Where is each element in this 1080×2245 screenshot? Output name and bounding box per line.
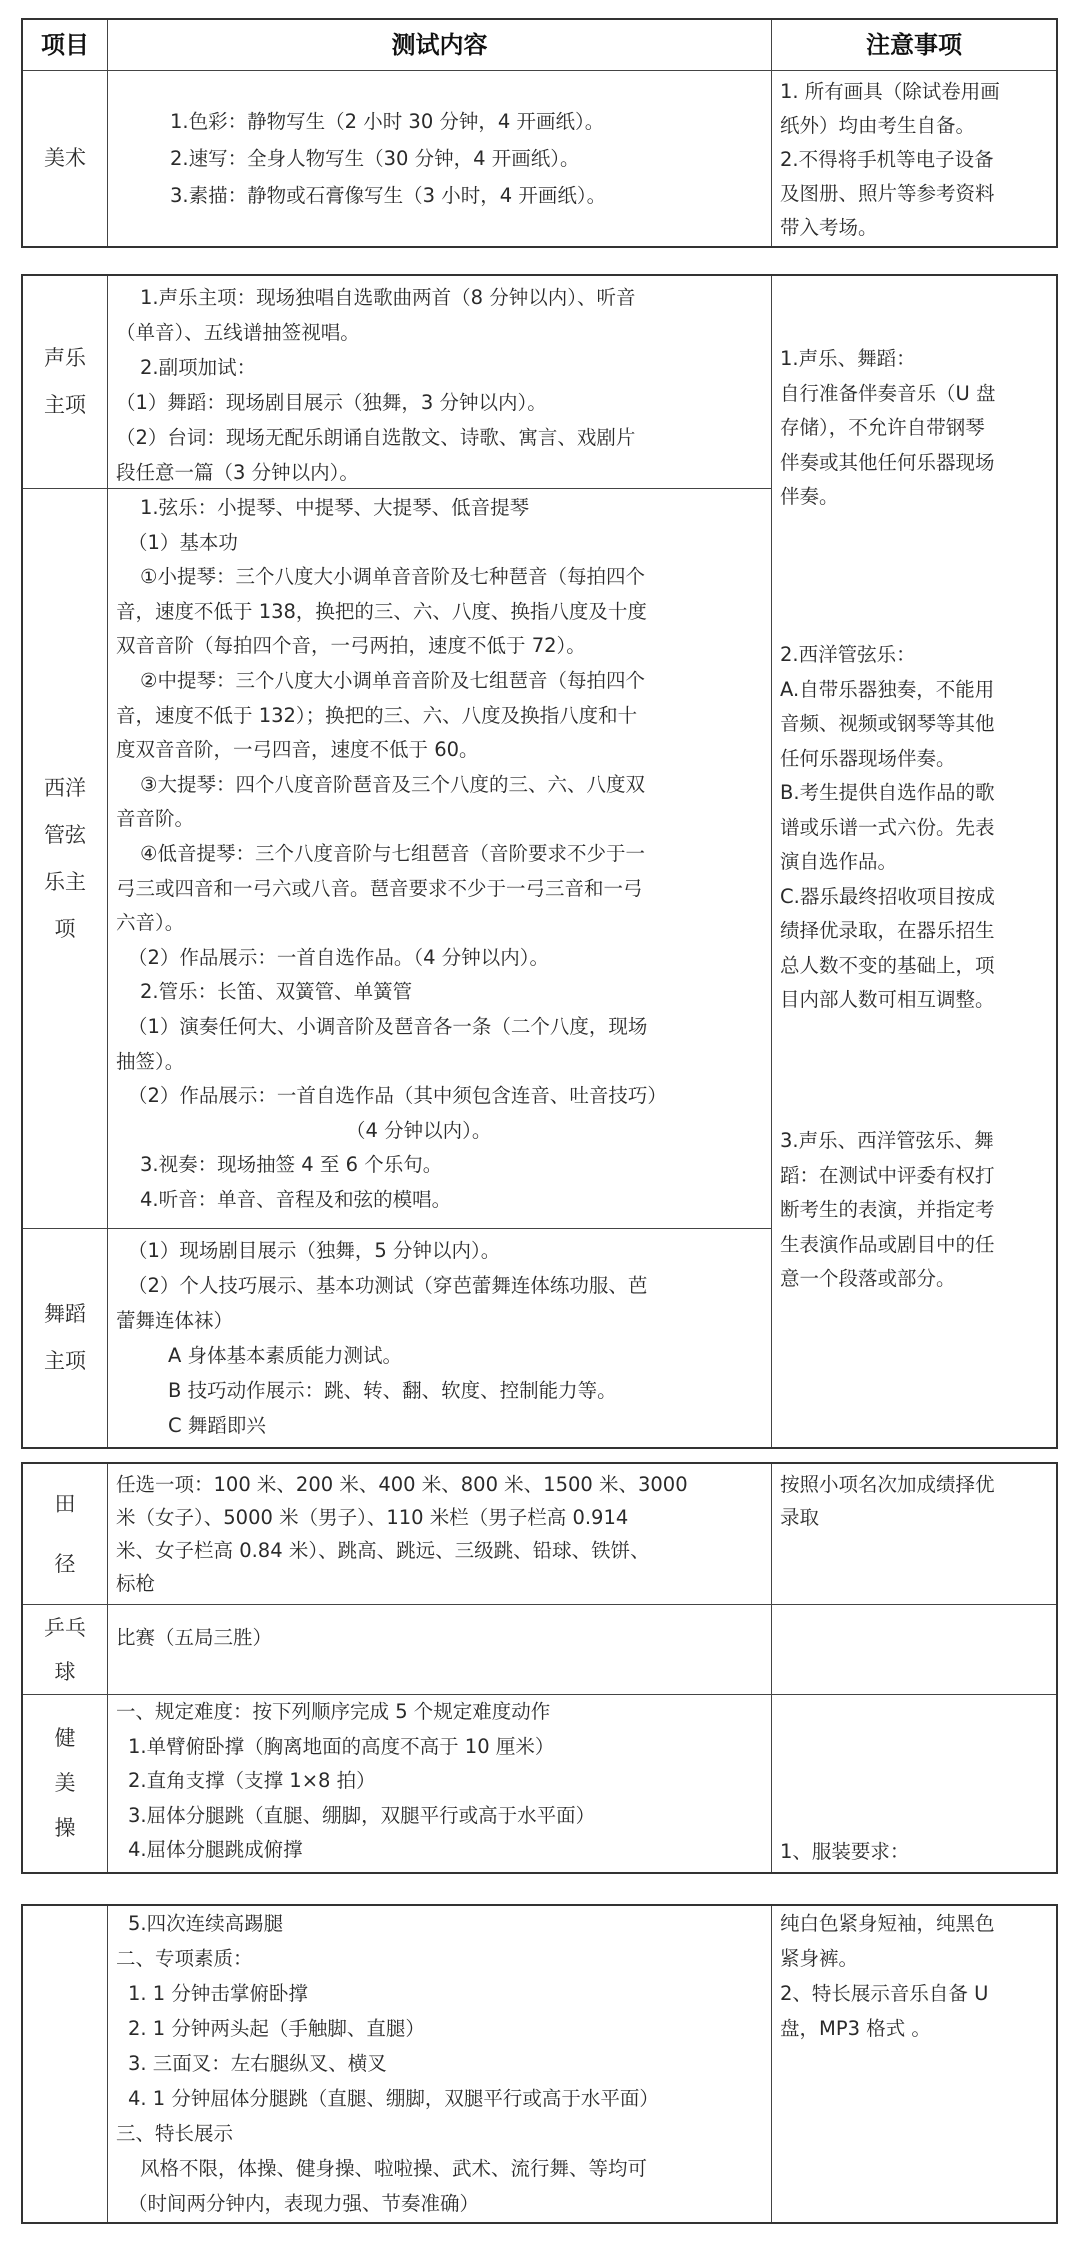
table-header-row [23, 20, 1056, 70]
pingpong-content [108, 1605, 772, 1694]
aerobics-content [108, 1695, 772, 1872]
note-line: 伴奏。 [780, 485, 839, 508]
content-line: 音，速度不低于 132）；换把的三、六、八度及换指八度和十 [116, 703, 638, 727]
dance-content [108, 1229, 770, 1447]
note-line: 蹈：在测试中评委有权打 [780, 1163, 995, 1187]
label-line: 声乐 [44, 346, 86, 370]
notes-general [780, 1124, 1048, 1297]
note-line: 自行准备伴奏音乐（U 盘 [780, 381, 996, 405]
content-line: 1.单臂俯卧撑（胸离地面的高度不高于 10 厘米） [128, 1734, 555, 1758]
content-line: 音音阶。 [116, 807, 195, 831]
content-line: 1. 1 分钟击掌俯卧撑 [128, 1982, 308, 2005]
note-line: 1、服装要求： [780, 1840, 910, 1863]
note-line: 1.声乐、舞蹈： [780, 347, 916, 370]
content-line: （2）作品展示：一首自选作品。（4 分钟以内）。 [128, 945, 550, 969]
track-label [23, 1464, 108, 1604]
note-line: 目内部人数可相互调整。 [780, 988, 995, 1011]
label-line: 项 [54, 916, 76, 941]
aerobics-notes [772, 1695, 1056, 1872]
note-line: 3.声乐、西洋管弦乐、舞 [780, 1129, 994, 1152]
note-line: 录取 [780, 1506, 820, 1529]
note-line: 按照小项名次加成绩择优 [780, 1473, 995, 1496]
content-line: 2.副项加试： [140, 356, 257, 379]
content-line: 4.听音：单音、音程及和弦的模唱。 [140, 1187, 452, 1211]
label-line: 田 [54, 1492, 76, 1516]
track-notes [772, 1464, 1056, 1604]
label-line: 管弦 [44, 822, 86, 847]
note-line: 意一个段落或部分。 [780, 1267, 956, 1290]
label-line: 操 [54, 1816, 76, 1840]
art-table [21, 18, 1058, 248]
note-line: 存储），不允许自带钢琴 [780, 416, 985, 439]
note-line: 纯白色紧身短袖，纯黑色 [780, 1912, 995, 1935]
note-line: 谱或乐谱一式六份。先表 [780, 815, 995, 839]
note-line: 伴奏或其他任何乐器现场 [780, 450, 995, 474]
content-line: 2.管乐：长笛、双簧管、单簧管 [140, 980, 413, 1004]
art-line: 2.速写：全身人物写生（30 分钟，4 开画纸）。 [170, 147, 580, 170]
label-line: 美 [54, 1771, 76, 1795]
label-line: 主项 [44, 1349, 86, 1373]
content-line: 5.四次连续高踢腿 [128, 1912, 284, 1935]
aerobics-label [23, 1695, 108, 1872]
content-line: 3.视奏：现场抽签 4 至 6 个乐句。 [140, 1153, 443, 1177]
note-line: 2.不得将手机等电子设备 [780, 148, 994, 171]
note-line: 1. 所有画具（除试卷用画 [780, 80, 1000, 103]
content-line: 标枪 [116, 1572, 156, 1595]
content-line: 4. 1 分钟屈体分腿跳（直腿、绷脚，双腿平行或高于水平面） [128, 2087, 659, 2110]
content-line: 六音）。 [116, 911, 185, 935]
content-line: ③大提琴：四个八度音阶琶音及三个八度的三、六、八度双 [140, 772, 645, 796]
content-line: （单音）、五线谱抽签视唱。 [116, 321, 360, 344]
content-line: （1）基本功 [128, 530, 238, 554]
table-row-track [23, 1464, 1056, 1604]
content-line: 度双音音阶，一弓四音，速度不低于 60。 [116, 738, 479, 762]
vocal-label [23, 276, 108, 488]
art-line: 1.色彩：静物写生（2 小时 30 分钟，4 开画纸）。 [170, 110, 605, 133]
content-line: 3.屈体分腿跳（直腿、绷脚，双腿平行或高于水平面） [128, 1803, 596, 1827]
content-line: （2）台词：现场无配乐朗诵自选散文、诗歌、寓言、戏剧片 [116, 426, 636, 449]
content-line: 4.屈体分腿跳成俯撑 [128, 1838, 303, 1861]
content-line: 任选一项：100 米、200 米、400 米、800 米、1500 米、3000 [116, 1473, 688, 1496]
content-line: ④低音提琴：三个八度音阶与七组琶音（音阶要求不少于一 [140, 841, 645, 865]
content-line: 1.声乐主项：现场独唱自选歌曲两首（8 分钟以内）、听音 [140, 286, 636, 309]
content-line: C 舞蹈即兴 [168, 1414, 266, 1437]
header-notes: 注意事项 [866, 30, 962, 59]
note-line: 生表演作品或剧目中的任 [780, 1232, 995, 1256]
note-line: 2.西洋管弦乐： [780, 643, 916, 666]
content-line: 二、专项素质： [116, 1947, 253, 1970]
pingpong-notes [772, 1605, 1056, 1694]
label-line: 球 [54, 1659, 76, 1684]
content-line: 米、女子栏高 0.84 米）、跳高、跳远、三级跳、铅球、铁饼、 [116, 1539, 650, 1562]
label-line: 乐主 [44, 869, 86, 894]
label-line: 舞蹈 [44, 1302, 86, 1326]
sports-table [21, 1462, 1058, 1874]
label-line: 西洋 [44, 775, 86, 800]
content-line: 一、规定难度：按下列顺序完成 5 个规定难度动作 [116, 1700, 551, 1723]
music-table [21, 274, 1058, 1449]
pingpong-label [23, 1605, 108, 1694]
music-notes [772, 276, 1056, 1447]
orchestra-label [23, 489, 108, 1228]
table-row-aerobics-continued [23, 1906, 1056, 2222]
art-notes [772, 71, 1056, 246]
table-row-aerobics [23, 1694, 1056, 1872]
note-line: 总人数不变的基础上，项 [780, 953, 995, 977]
continued-table [21, 1904, 1058, 2224]
content-line: 音，速度不低于 138，换把的三、六、八度、换指八度及十度 [116, 599, 647, 623]
table-row-dance [23, 1228, 771, 1447]
content-line: 弓三或四音和一弓六或八音。琶音要求不少于一弓三音和一弓 [116, 876, 643, 900]
table-row-pingpong [23, 1604, 1056, 1694]
note-line: 盘，MP3 格式 。 [780, 2017, 931, 2040]
table-row-vocal [23, 276, 771, 488]
content-line: 比赛（五局三胜） [116, 1626, 273, 1649]
content-line: （1）现场剧目展示（独舞，5 分钟以内）。 [128, 1239, 501, 1262]
content-line: 段任意一篇（3 分钟以内）。 [116, 461, 359, 484]
continued-notes [772, 1906, 1056, 2222]
continued-label-empty [23, 1906, 108, 2222]
dance-label [23, 1229, 108, 1447]
content-line: A 身体基本素质能力测试。 [168, 1344, 403, 1367]
content-line: 风格不限，体操、健身操、啦啦操、武术、流行舞、等均可 [140, 2157, 648, 2180]
content-line: 双音音阶（每拍四个音，一弓两拍，速度不低于 72）。 [116, 634, 586, 658]
notes-vocal-dance [780, 342, 1048, 515]
note-line: C.器乐最终招收项目按成 [780, 884, 995, 908]
content-line: ①小提琴：三个八度大小调单音音阶及七种琶音（每拍四个 [140, 565, 645, 589]
content-line: （2）作品展示：一首自选作品（其中须包含连音、吐音技巧） [128, 1084, 667, 1108]
table-row-art [23, 70, 1056, 246]
content-line: 2.直角支撑（支撑 1×8 拍） [128, 1769, 376, 1792]
note-line: B.考生提供自选作品的歌 [780, 781, 995, 804]
vocal-content [108, 276, 770, 488]
track-content [108, 1464, 772, 1604]
content-line: 三、特长展示 [116, 2122, 234, 2145]
content-line: 2. 1 分钟两头起（手触脚、直腿） [128, 2017, 425, 2040]
note-line: 2、特长展示音乐自备 U [780, 1982, 989, 2005]
header-content: 测试内容 [108, 20, 772, 70]
note-line: 任何乐器现场伴奏。 [780, 746, 956, 770]
art-line: 3.素描：静物或石膏像写生（3 小时，4 开画纸）。 [170, 184, 607, 207]
content-line: （1）舞蹈：现场剧目展示（独舞，3 分钟以内）。 [116, 391, 547, 414]
content-line: 蕾舞连体袜） [116, 1309, 234, 1332]
content-line: （1）演奏任何大、小调音阶及琶音各一条（二个八度，现场 [128, 1014, 648, 1038]
art-content [108, 71, 772, 246]
label-line: 健 [54, 1726, 76, 1750]
note-line: 演自选作品。 [780, 850, 898, 873]
note-line: 断考生的表演，并指定考 [780, 1198, 995, 1221]
content-line: 抽签）。 [116, 1049, 185, 1073]
content-line: （2）个人技巧展示、基本功测试（穿芭蕾舞连体练功服、芭 [128, 1274, 648, 1297]
note-line: 及图册、照片等参考资料 [780, 182, 995, 205]
content-line: 1.弦乐：小提琴、中提琴、大提琴、低音提琴 [140, 496, 530, 519]
table-row-orchestra [23, 488, 771, 1228]
note-line: 纸外）均由考生自备。 [780, 114, 976, 137]
content-line: B 技巧动作展示：跳、转、翻、软度、控制能力等。 [168, 1379, 617, 1402]
content-line: 米（女子）、5000 米（男子）、110 米栏（男子栏高 0.914 [116, 1506, 629, 1529]
content-line: ②中提琴：三个八度大小调单音音阶及七组琶音（每拍四个 [140, 668, 645, 692]
note-line: 带入考场。 [780, 216, 878, 239]
label-line: 径 [54, 1552, 76, 1576]
note-line: 音频、视频或钢琴等其他 [780, 712, 995, 735]
label-line: 乒乓 [44, 1615, 86, 1640]
continued-content [108, 1906, 772, 2222]
note-line: 绩择优录取，在器乐招生 [780, 919, 995, 942]
note-line: 紧身裤。 [780, 1947, 859, 1970]
header-item: 项目 [23, 20, 108, 70]
notes-orchestra [780, 638, 1048, 1018]
content-line: （时间两分钟内，表现力强、节奏准确） [128, 2192, 480, 2215]
content-line: （4 分钟以内）。 [346, 1118, 492, 1142]
label-line: 主项 [44, 393, 86, 417]
note-line: A.自带乐器独奏，不能用 [780, 677, 995, 701]
orchestra-content [108, 489, 770, 1228]
art-label: 美术 [23, 71, 108, 246]
content-line: 3. 三面叉：左右腿纵叉、横叉 [128, 2052, 387, 2075]
